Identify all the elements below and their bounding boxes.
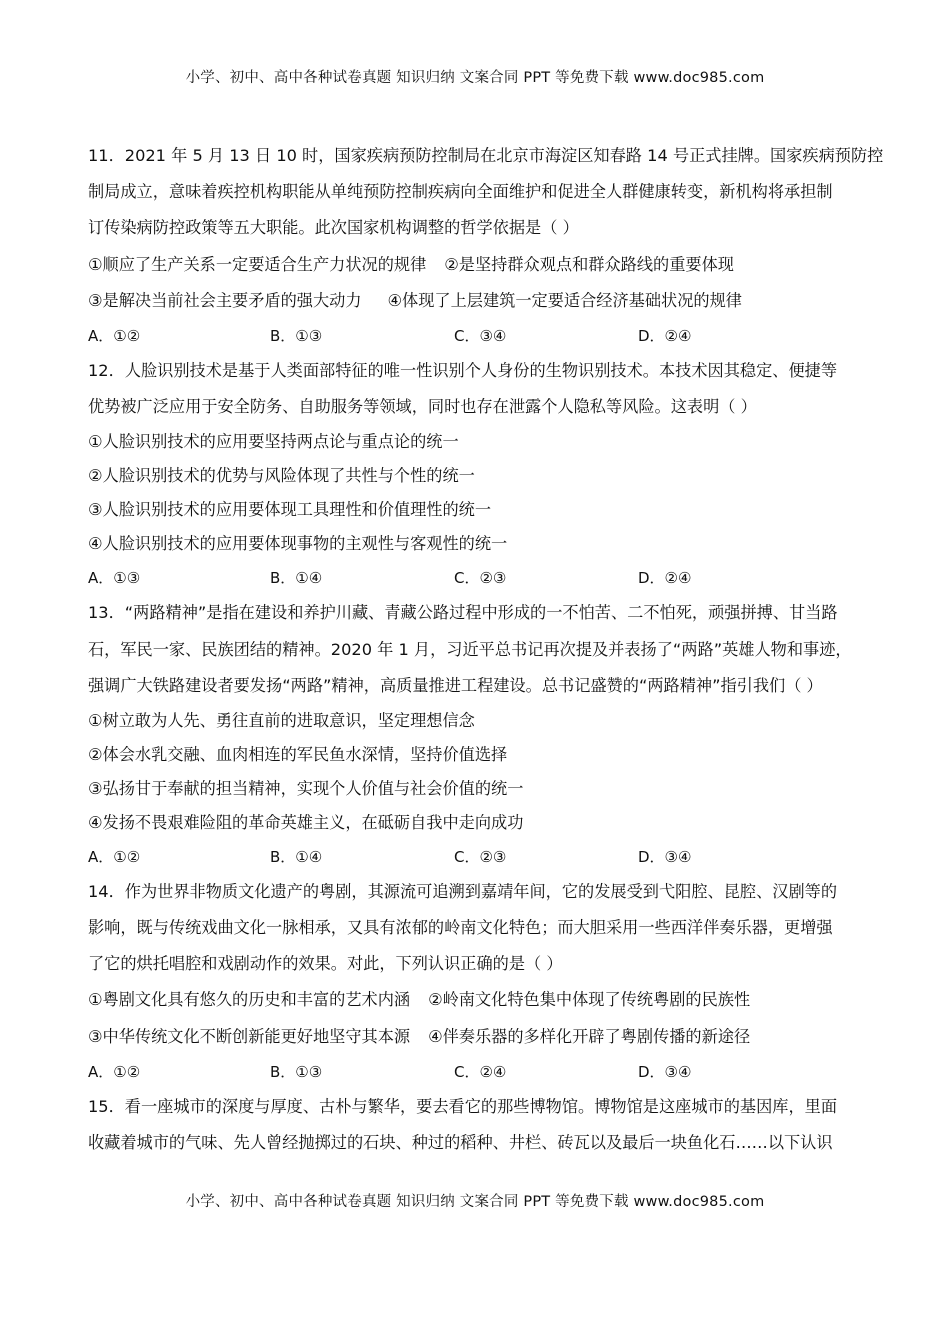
question-stem-line: 石，军民一家、民族团结的精神。2020 年 1 月，习近平总书记再次提及并表扬了“两路”英雄人物和事迹， bbox=[88, 639, 852, 659]
option-d[interactable]: D．②④ bbox=[638, 326, 692, 345]
answer-options bbox=[88, 1055, 868, 1089]
question-11 bbox=[88, 138, 884, 353]
question-stem-line: 15．看一座城市的深度与厚度、古朴与繁华，要去看它的那些博物馆。博物馆是这座城市的基因库，里面 bbox=[88, 1096, 838, 1116]
statement: ④人脸识别技术的应用要体现事物的主观性与客观性的统一 bbox=[88, 534, 508, 554]
question-12 bbox=[88, 353, 868, 595]
question-stem-line: 14．作为世界非物质文化遗产的粤剧，其源流可追溯到嘉靖年间，它的发展受到弋阳腔、昆腔、汉剧等的 bbox=[88, 881, 838, 901]
statement: ④发扬不畏艰难险阻的革命英雄主义，在砥砺自我中走向成功 bbox=[88, 812, 524, 832]
option-d[interactable]: D．③④ bbox=[638, 847, 692, 866]
option-b[interactable]: B．①④ bbox=[270, 847, 323, 866]
question-15 bbox=[88, 1089, 868, 1161]
statement-row bbox=[88, 1019, 868, 1055]
question-stem-line: 11．2021 年 5 月 13 日 10 时，国家疾病预防控制局在北京市海淀区知春路 14 号正式挂牌。国家疾病预防控 bbox=[88, 146, 884, 165]
statement: ①人脸识别技术的应用要坚持两点论与重点论的统一 bbox=[88, 432, 459, 452]
question-stem-line: 了它的烘托唱腔和戏剧动作的效果。对此，下列认识正确的是（ ） bbox=[88, 954, 563, 974]
question-stem-line: 12．人脸识别技术是基于人类面部特征的唯一性识别个人身份的生物识别技术。本技术因其稳定、便捷等 bbox=[88, 360, 838, 380]
option-d[interactable]: D．③④ bbox=[638, 1062, 692, 1081]
statement: ④伴奏乐器的多样化开辟了粤剧传播的新途径 bbox=[428, 1026, 751, 1046]
statement: ①顺应了生产关系一定要适合生产力状况的规律 bbox=[88, 254, 427, 274]
option-a[interactable]: A．①② bbox=[88, 326, 141, 345]
option-b[interactable]: B．①③ bbox=[270, 1062, 323, 1081]
question-14 bbox=[88, 874, 868, 1089]
statement: ②人脸识别技术的优势与风险体现了共性与个性的统一 bbox=[88, 466, 475, 486]
answer-options bbox=[88, 840, 868, 874]
exam-content bbox=[88, 138, 884, 1161]
header-banner: 小学、初中、高中各种试卷真题 知识归纳 文案合同 PPT 等免费下载 www.doc985.com bbox=[185, 70, 765, 86]
option-a[interactable]: A．①② bbox=[88, 1062, 141, 1081]
option-d[interactable]: D．②④ bbox=[638, 569, 692, 588]
question-13 bbox=[88, 595, 868, 874]
question-stem-line: 订传染病防控政策等五大职能。此次国家机构调整的哲学依据是（ ） bbox=[88, 218, 579, 238]
answer-options bbox=[88, 319, 868, 353]
statement-row bbox=[88, 283, 868, 319]
statement: ④体现了上层建筑一定要适合经济基础状况的规律 bbox=[387, 290, 742, 310]
option-b[interactable]: B．①④ bbox=[270, 569, 323, 588]
option-b[interactable]: B．①③ bbox=[270, 326, 323, 345]
question-stem-line: 制局成立，意味着疾控机构职能从单纯预防控制疾病向全面维护和促进全人群健康转变，新机构将承担制 bbox=[88, 182, 833, 202]
question-stem-line: 收藏着城市的气味、先人曾经抛掷过的石块、种过的稻种、井栏、砖瓦以及最后一块鱼化石……以下认识 bbox=[88, 1133, 833, 1152]
footer-banner: 小学、初中、高中各种试卷真题 知识归纳 文案合同 PPT 等免费下载 www.doc985.com bbox=[185, 1194, 765, 1210]
statement: ①粤剧文化具有悠久的历史和丰富的艺术内涵 bbox=[88, 990, 411, 1010]
option-a[interactable]: A．①② bbox=[88, 847, 141, 866]
statement-row bbox=[88, 982, 868, 1018]
answer-options bbox=[88, 561, 868, 595]
statement: ①树立敢为人先、勇往直前的进取意识，坚定理想信念 bbox=[88, 710, 475, 730]
statement: ②是坚持群众观点和群众路线的重要体现 bbox=[444, 254, 734, 274]
option-c[interactable]: C．②③ bbox=[454, 569, 507, 588]
option-a[interactable]: A．①③ bbox=[88, 569, 141, 588]
question-stem-line: 强调广大铁路建设者要发扬“两路”精神，高质量推进工程建设。总书记盛赞的“两路精神”指引我们（ ） bbox=[88, 675, 823, 695]
statement: ②体会水乳交融、血肉相连的军民鱼水深情，坚持价值选择 bbox=[88, 744, 508, 764]
option-c[interactable]: C．③④ bbox=[454, 326, 507, 345]
question-stem-line: 影响，既与传统戏曲文化一脉相承，又具有浓郁的岭南文化特色；而大胆采用一些西洋伴奏乐器，更增强 bbox=[88, 918, 833, 938]
option-c[interactable]: C．②③ bbox=[454, 847, 507, 866]
statement: ③弘扬甘于奉献的担当精神，实现个人价值与社会价值的统一 bbox=[88, 778, 524, 798]
statement: ③人脸识别技术的应用要体现工具理性和价值理性的统一 bbox=[88, 500, 492, 520]
statement: ③是解决当前社会主要矛盾的强大动力 bbox=[88, 290, 362, 310]
statement: ②岭南文化特色集中体现了传统粤剧的民族性 bbox=[428, 990, 751, 1010]
question-stem-line: 优势被广泛应用于安全防务、自助服务等领域，同时也存在泄露个人隐私等风险。这表明（ ） bbox=[88, 397, 757, 417]
statement: ③中华传统文化不断创新能更好地坚守其本源 bbox=[88, 1026, 411, 1046]
question-stem-line: 13．“两路精神”是指在建设和养护川藏、青藏公路过程中形成的一不怕苦、二不怕死，顽强拼搏、甘当路 bbox=[88, 603, 838, 623]
statement-row bbox=[88, 247, 868, 283]
option-c[interactable]: C．②④ bbox=[454, 1062, 507, 1081]
